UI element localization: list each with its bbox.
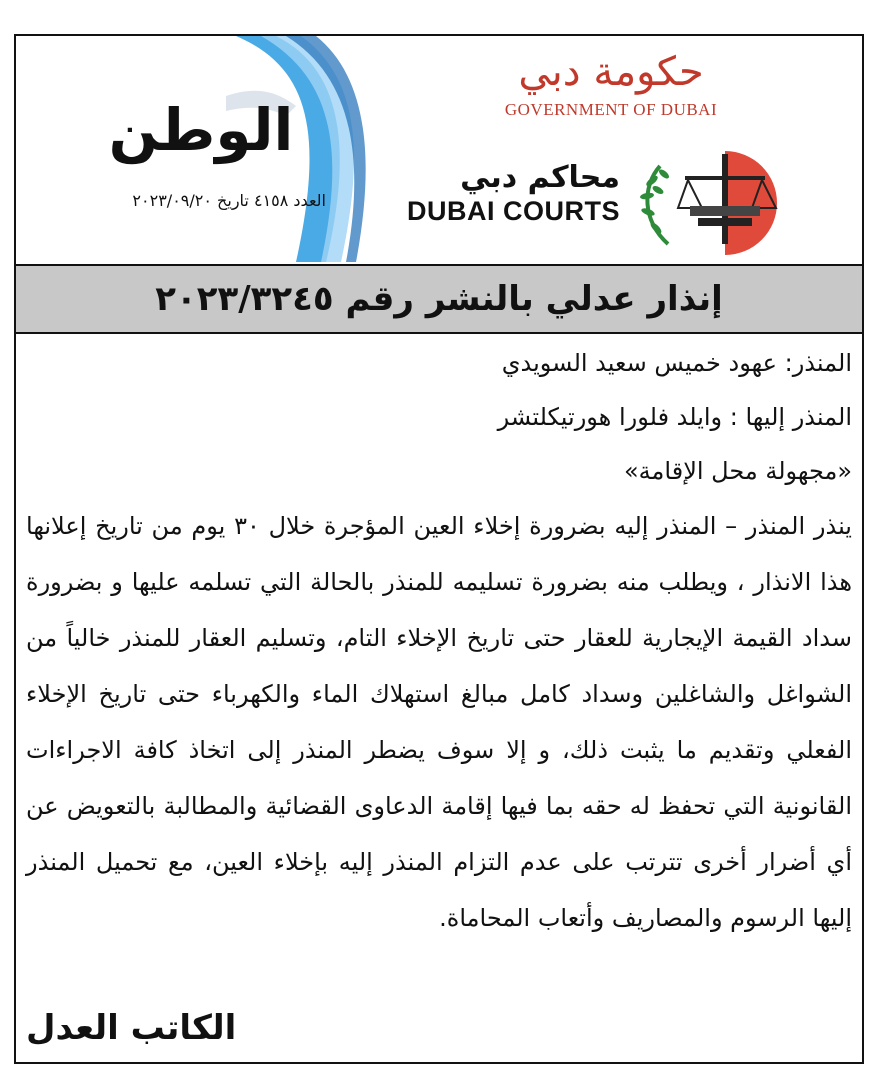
notice-body <box>26 336 852 946</box>
notary-signature: الكاتب العدل <box>26 1008 237 1048</box>
residence-line: «مجهولة محل الإقامة» <box>624 457 852 485</box>
courts-arabic: محاكم دبي <box>460 160 620 195</box>
notice-title: إنذار عدلي بالنشر رقم ٢٠٢٣/٣٢٤٥ <box>16 264 862 334</box>
scales-emblem-icon <box>630 146 820 256</box>
notified-line: المنذر إليها : وايلد فلورا هورتيكلتشر <box>497 403 852 431</box>
notice-frame <box>14 34 864 1064</box>
header <box>16 36 862 262</box>
government-english: GOVERNMENT OF DUBAI <box>504 100 718 119</box>
courts-wordmark <box>400 160 620 227</box>
alwatan-logo: الوطن <box>108 96 294 164</box>
notice-paragraph: ينذر المنذر – المنذر إليه بضرورة إخلاء العين المؤجرة خلال ٣٠ يوم من تاريخ إعلانها هذا الانذار ، ويطلب منه بضرورة تسليمه للمنذر بالحالة التي تسلمه عليها و بضرورة سداد القيمة الإيجارية للعقار حتى تاريخ الإخلاء التام، وتسليم العقار للمنذر خالياً من الشواغل والشاغلين وسداد كامل مبالغ استهلاك الماء والكهرباء حتى تاريخ الإخلاء الفعلي وتقديم ما يثبت ذلك، و إلا سوف يضطر المنذر إلى اتخاذ كافة الاجراءات القانونية التي تحفظ له حقه بما فيها إقامة الدعاوى القضائية والمطالبة بالتعويض عن أي أضرار أخرى تترتب على عدم التزام المنذر إليه بإخلاء العين، مع تحميل المنذر إليها الرسوم والمصاريف وأتعاب المحاماة. <box>26 512 852 932</box>
courts-english: DUBAI COURTS <box>407 196 620 226</box>
government-arabic: حكومة دبي <box>518 49 704 95</box>
notifier-line: المنذر: عهود خميس سعيد السويدي <box>501 349 852 377</box>
government-logo <box>466 50 756 120</box>
issue-date: العدد ٤١٥٨ تاريخ ٢٠٢٣/٠٩/٢٠ <box>132 191 326 210</box>
